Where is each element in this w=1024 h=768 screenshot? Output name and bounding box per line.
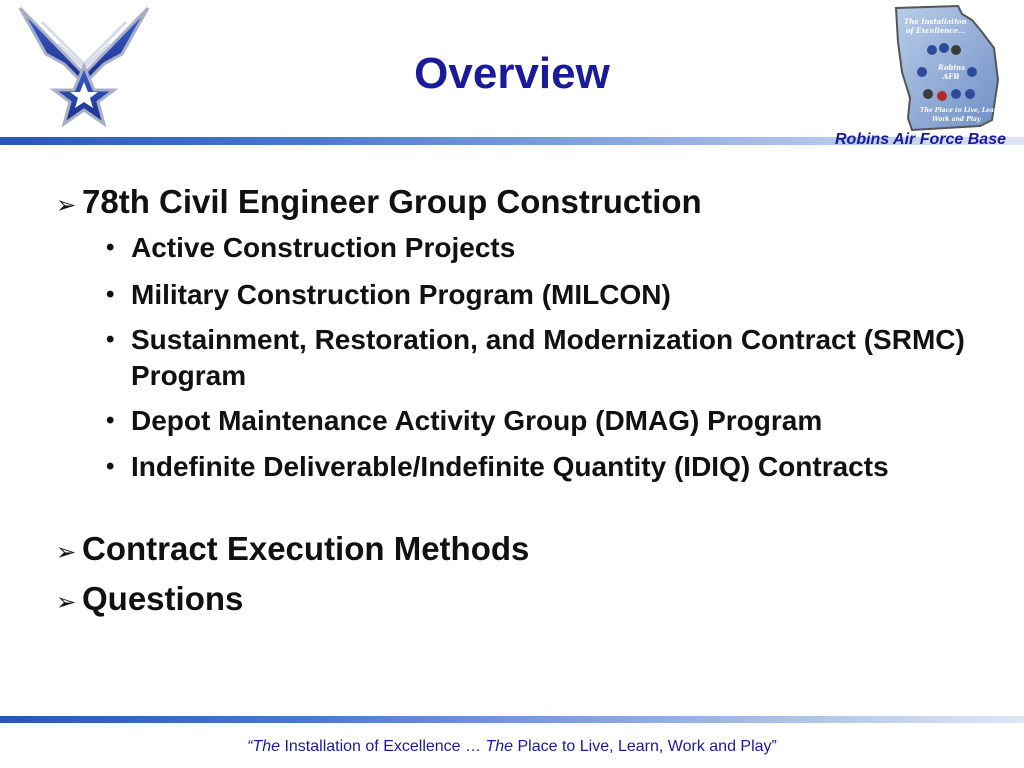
sub-item	[106, 403, 1016, 439]
dot-bullet-icon: •	[106, 234, 115, 261]
svg-text:Robins: Robins	[938, 63, 966, 72]
sub-item	[106, 277, 1016, 313]
footer-the-1: “The	[247, 738, 281, 755]
outline-item-label: Questions	[82, 580, 244, 617]
arrow-bullet-icon: ➢	[56, 589, 77, 616]
sub-item	[106, 322, 1016, 394]
dot-bullet-icon: •	[106, 281, 115, 308]
sub-item-label: Military Construction Program (MILCON)	[131, 279, 671, 310]
sub-item-label: Depot Maintenance Activity Group (DMAG) Program	[131, 405, 823, 436]
outline-item	[56, 530, 529, 572]
svg-text:of Excellence...: of Excellence...	[906, 26, 966, 35]
svg-text:The Place to Live, Learn,: The Place to Live, Learn,	[920, 107, 1004, 114]
dot-bullet-icon: •	[106, 326, 115, 353]
sub-item-label: Active Construction Projects	[131, 232, 516, 263]
svg-text:The Installation: The Installation	[904, 17, 967, 26]
outline-item-label: Contract Execution Methods	[82, 530, 530, 567]
sub-item	[106, 230, 1016, 266]
base-name: Robins Air Force Base	[834, 131, 1006, 148]
outline-item-label: 78th Civil Engineer Group Construction	[82, 183, 702, 220]
footer-part-2: Place to Live, Learn, Work and Play”	[513, 738, 777, 755]
sub-item-label: Indefinite Deliverable/Indefinite Quantity (IDIQ) Contracts	[131, 451, 889, 482]
robins-afb-badge	[888, 2, 1004, 136]
dot-bullet-icon: •	[106, 453, 115, 480]
svg-text:Work and Play: Work and Play	[932, 116, 981, 123]
footer-divider	[0, 716, 1024, 723]
footer-the-2: The	[485, 738, 514, 755]
sub-item	[106, 449, 1016, 485]
arrow-bullet-icon: ➢	[56, 539, 77, 566]
arrow-bullet-icon: ➢	[56, 192, 77, 219]
outline-item	[56, 183, 702, 225]
outline-item	[56, 580, 243, 622]
footer-tagline	[0, 738, 1024, 756]
svg-text:AFB: AFB	[943, 72, 960, 81]
page-title: Overview	[414, 49, 610, 98]
sub-item-label: Sustainment, Restoration, and Modernization Contract (SRMC) Program	[131, 324, 965, 391]
dot-bullet-icon: •	[106, 407, 115, 434]
footer-part-1: Installation of Excellence …	[280, 738, 486, 755]
